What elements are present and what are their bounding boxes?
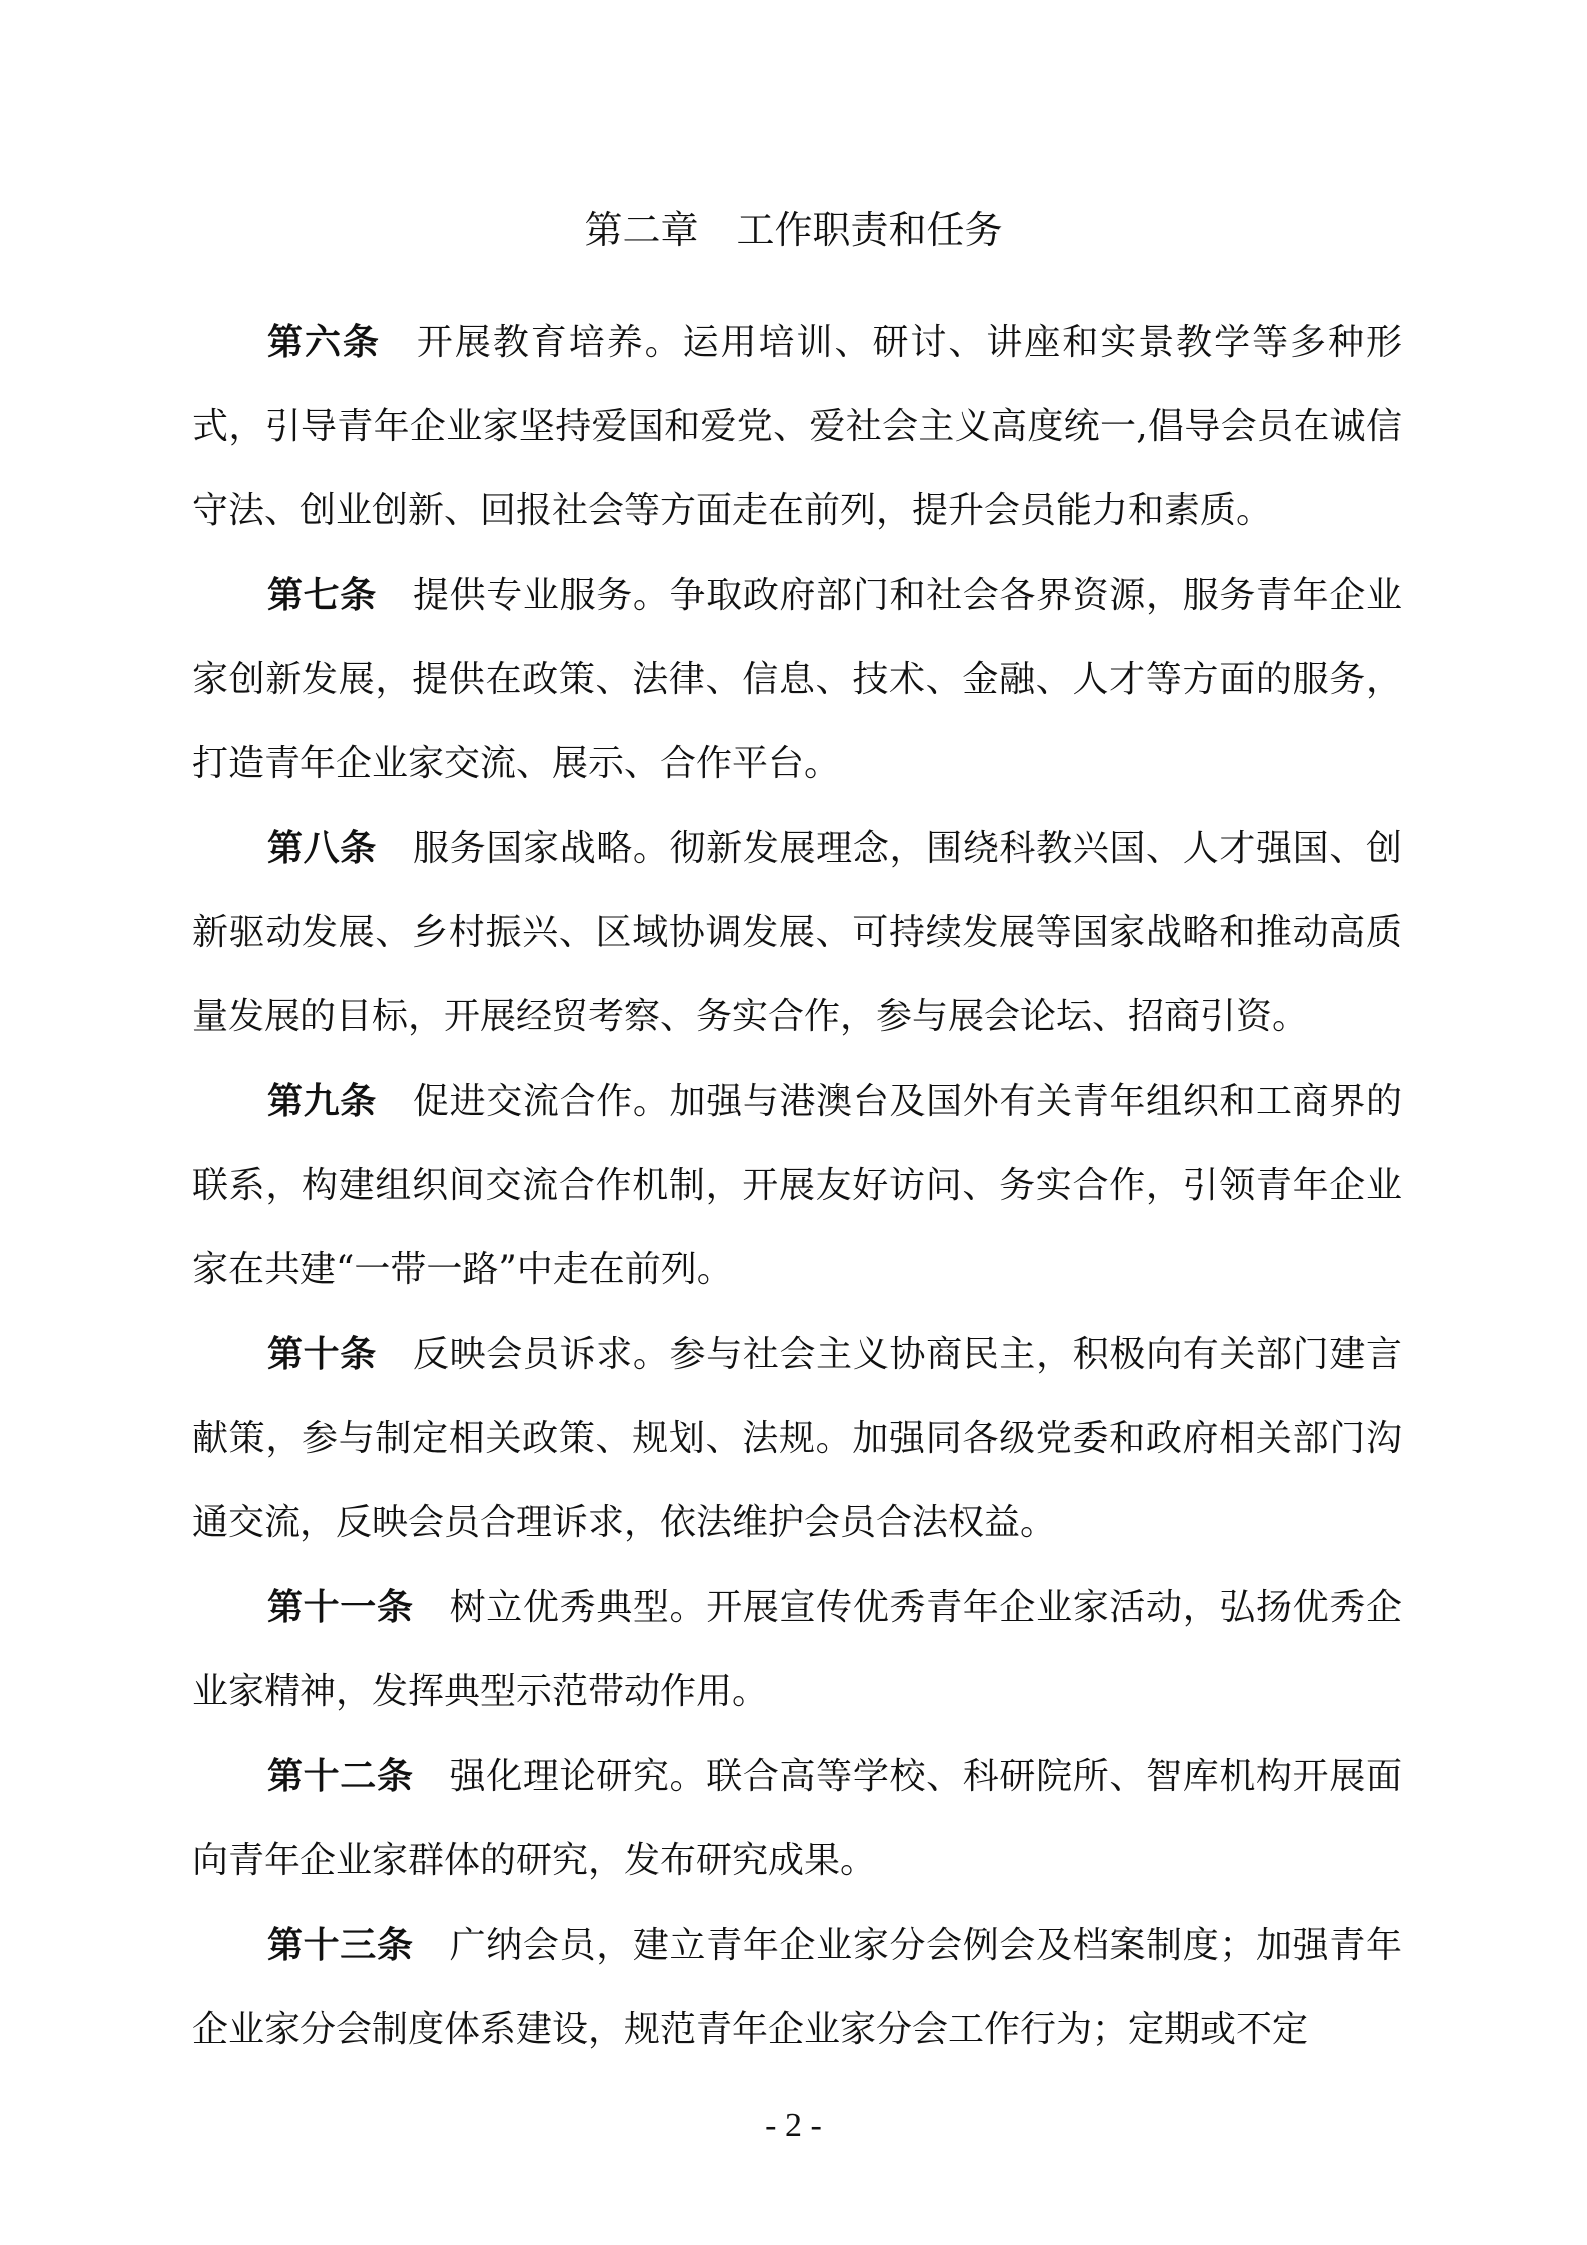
article-text: 开展教育培养。运用培训、研讨、讲座和实景教学等多种形式，引导青年企业家坚持爱国和爱党、爱社会主义高度统一,倡导会员在诚信守法、创业创新、回报社会等方面走在前列，提升会员能力和素质。 [192, 322, 1402, 531]
article-number: 第十条 [267, 1333, 377, 1375]
article-number: 第六条 [267, 321, 381, 363]
article-paragraph [192, 806, 1402, 1059]
chapter-number: 第二章 [584, 208, 699, 252]
article-paragraph [192, 1059, 1402, 1312]
article-paragraph [192, 1312, 1402, 1565]
article-text: 广纳会员，建立青年企业家分会例会及档案制度；加强青年企业家分会制度体系建设，规范青年企业家分会工作行为；定期或不定 [192, 1925, 1402, 2050]
article-paragraph [192, 1565, 1402, 1734]
article-text: 服务国家战略。彻新发展理念，围绕科教兴国、人才强国、创新驱动发展、乡村振兴、区域协调发展、可持续发展等国家战略和推动高质量发展的目标，开展经贸考察、务实合作，参与展会论坛、招商引资。 [192, 828, 1402, 1037]
article-text: 树立优秀典型。开展宣传优秀青年企业家活动，弘扬优秀企业家精神，发挥典型示范带动作用。 [192, 1587, 1402, 1712]
article-number: 第十二条 [267, 1755, 414, 1797]
article-paragraph [192, 300, 1402, 553]
chapter-title-text: 工作职责和任务 [736, 208, 1003, 252]
page-number: - 2 - [765, 2107, 822, 2144]
article-number: 第十一条 [267, 1586, 414, 1628]
article-number: 第八条 [267, 827, 377, 869]
article-number: 第七条 [267, 574, 377, 616]
article-text: 强化理论研究。联合高等学校、科研院所、智库机构开展面向青年企业家群体的研究，发布研究成果。 [192, 1756, 1402, 1881]
article-number: 第九条 [267, 1080, 377, 1122]
article-number: 第十三条 [267, 1924, 414, 1966]
article-paragraph [192, 553, 1402, 806]
article-paragraph [192, 1903, 1402, 2072]
article-text: 提供专业服务。争取政府部门和社会各界资源，服务青年企业家创新发展，提供在政策、法律、信息、技术、金融、人才等方面的服务，打造青年企业家交流、展示、合作平台。 [192, 575, 1402, 784]
article-paragraph [192, 1734, 1402, 1903]
article-text: 促进交流合作。加强与港澳台及国外有关青年组织和工商界的联系，构建组织间交流合作机制，开展友好访问、务实合作，引领青年企业家在共建“一带一路”中走在前列。 [192, 1081, 1402, 1290]
document-body [192, 300, 1402, 2072]
chapter-heading [0, 202, 1587, 258]
article-text: 反映会员诉求。参与社会主义协商民主，积极向有关部门建言献策，参与制定相关政策、规划、法规。加强同各级党委和政府相关部门沟通交流，反映会员合理诉求，依法维护会员合法权益。 [192, 1334, 1402, 1543]
